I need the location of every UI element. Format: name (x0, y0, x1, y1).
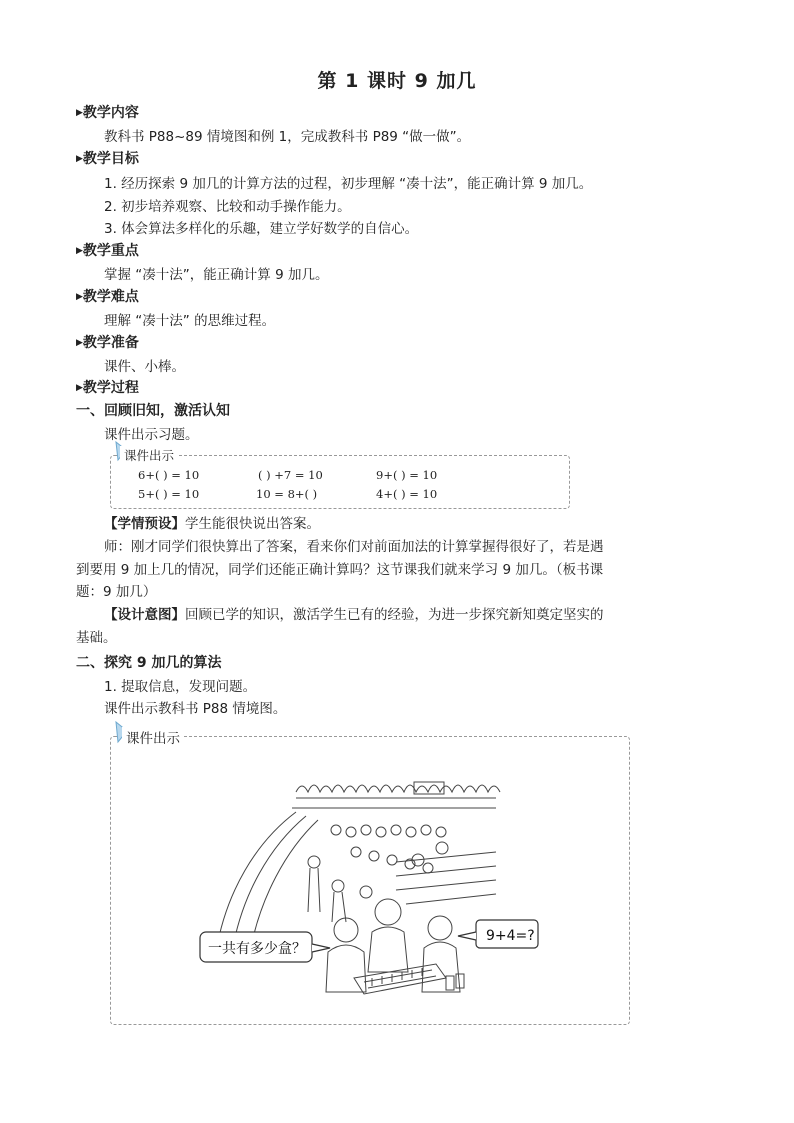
bullet-icon: ▶ (76, 383, 83, 393)
exercise-item: ( ) +7 = 10 (258, 468, 323, 482)
exercise-item: 5+( ) = 10 (138, 487, 200, 501)
section-process: ▶教学过程 (76, 380, 139, 396)
section-preparation: ▶教学准备 (76, 335, 139, 351)
exercise-item: 6+( ) = 10 (138, 468, 200, 482)
bullet-icon: ▶ (76, 108, 83, 118)
bullet-icon: ▶ (76, 246, 83, 256)
part2-heading: 二、探究 9 加几的算法 (76, 655, 222, 671)
design-paragraph: 【设计意图】回顾已学的知识，激活学生已有的经验，为进一步探究新知奠定坚实的基础。 (76, 607, 604, 646)
preparation-text: 课件、小棒。 (104, 359, 185, 375)
part1-heading: 一、回顾旧知，激活认知 (76, 403, 230, 419)
goal-item: 1. 经历探索 9 加几的计算方法的过程，初步理解 “凑十法”，能正确计算 9 加几。 (104, 176, 593, 192)
bullet-icon: ▶ (76, 338, 83, 348)
section-teaching-content: ▶教学内容 (76, 105, 139, 121)
goal-item: 2. 初步培养观察、比较和动手操作能力。 (104, 199, 351, 215)
box-label: 课件出示 (122, 727, 184, 747)
bubble-right-text: 9+4=? (486, 928, 535, 944)
preset-paragraph: 【学情预设】学生能很快说出答案。 (104, 516, 320, 532)
part2-step1: 1. 提取信息，发现问题。 (104, 679, 257, 695)
part2-intro: 课件出示教科书 P88 情境图。 (104, 701, 287, 717)
section-difficulty: ▶教学难点 (76, 289, 139, 305)
teaching-content-text: 教科书 P88~89 情境图和例 1，完成教科书 P89 “做一做”。 (104, 129, 471, 145)
section-teaching-goals: ▶教学目标 (76, 151, 139, 167)
bubble-left-text: 一共有多少盒？ (208, 941, 306, 957)
key-points-text: 掌握 “凑十法”，能正确计算 9 加几。 (104, 267, 329, 283)
section-key-points: ▶教学重点 (76, 243, 139, 259)
bullet-icon: ▶ (76, 292, 83, 302)
teacher-paragraph: 师：刚才同学们很快算出了答案，看来你们对前面加法的计算掌握得很好了，若是遇到要用 9 加上几的情况，同学们还能正确计算吗？这节课我们就来学习 9 加几。（板书课题：9 加几） (76, 539, 604, 600)
bullet-icon: ▶ (76, 154, 83, 164)
exercise-item: 4+( ) = 10 (376, 487, 438, 501)
goal-item: 3. 体会算法多样化的乐趣，建立学好数学的自信心。 (104, 221, 419, 237)
part1-intro: 课件出示习题。 (104, 427, 199, 443)
box-label: 课件出示 (120, 446, 178, 464)
exercise-item: 10 = 8+( ) (256, 487, 318, 501)
exercise-item: 9+( ) = 10 (376, 468, 438, 482)
scene-illustration (196, 752, 556, 1012)
page-title: 第 1 课时 9 加几 (317, 70, 477, 92)
difficulty-text: 理解 “凑十法” 的思维过程。 (104, 313, 276, 329)
